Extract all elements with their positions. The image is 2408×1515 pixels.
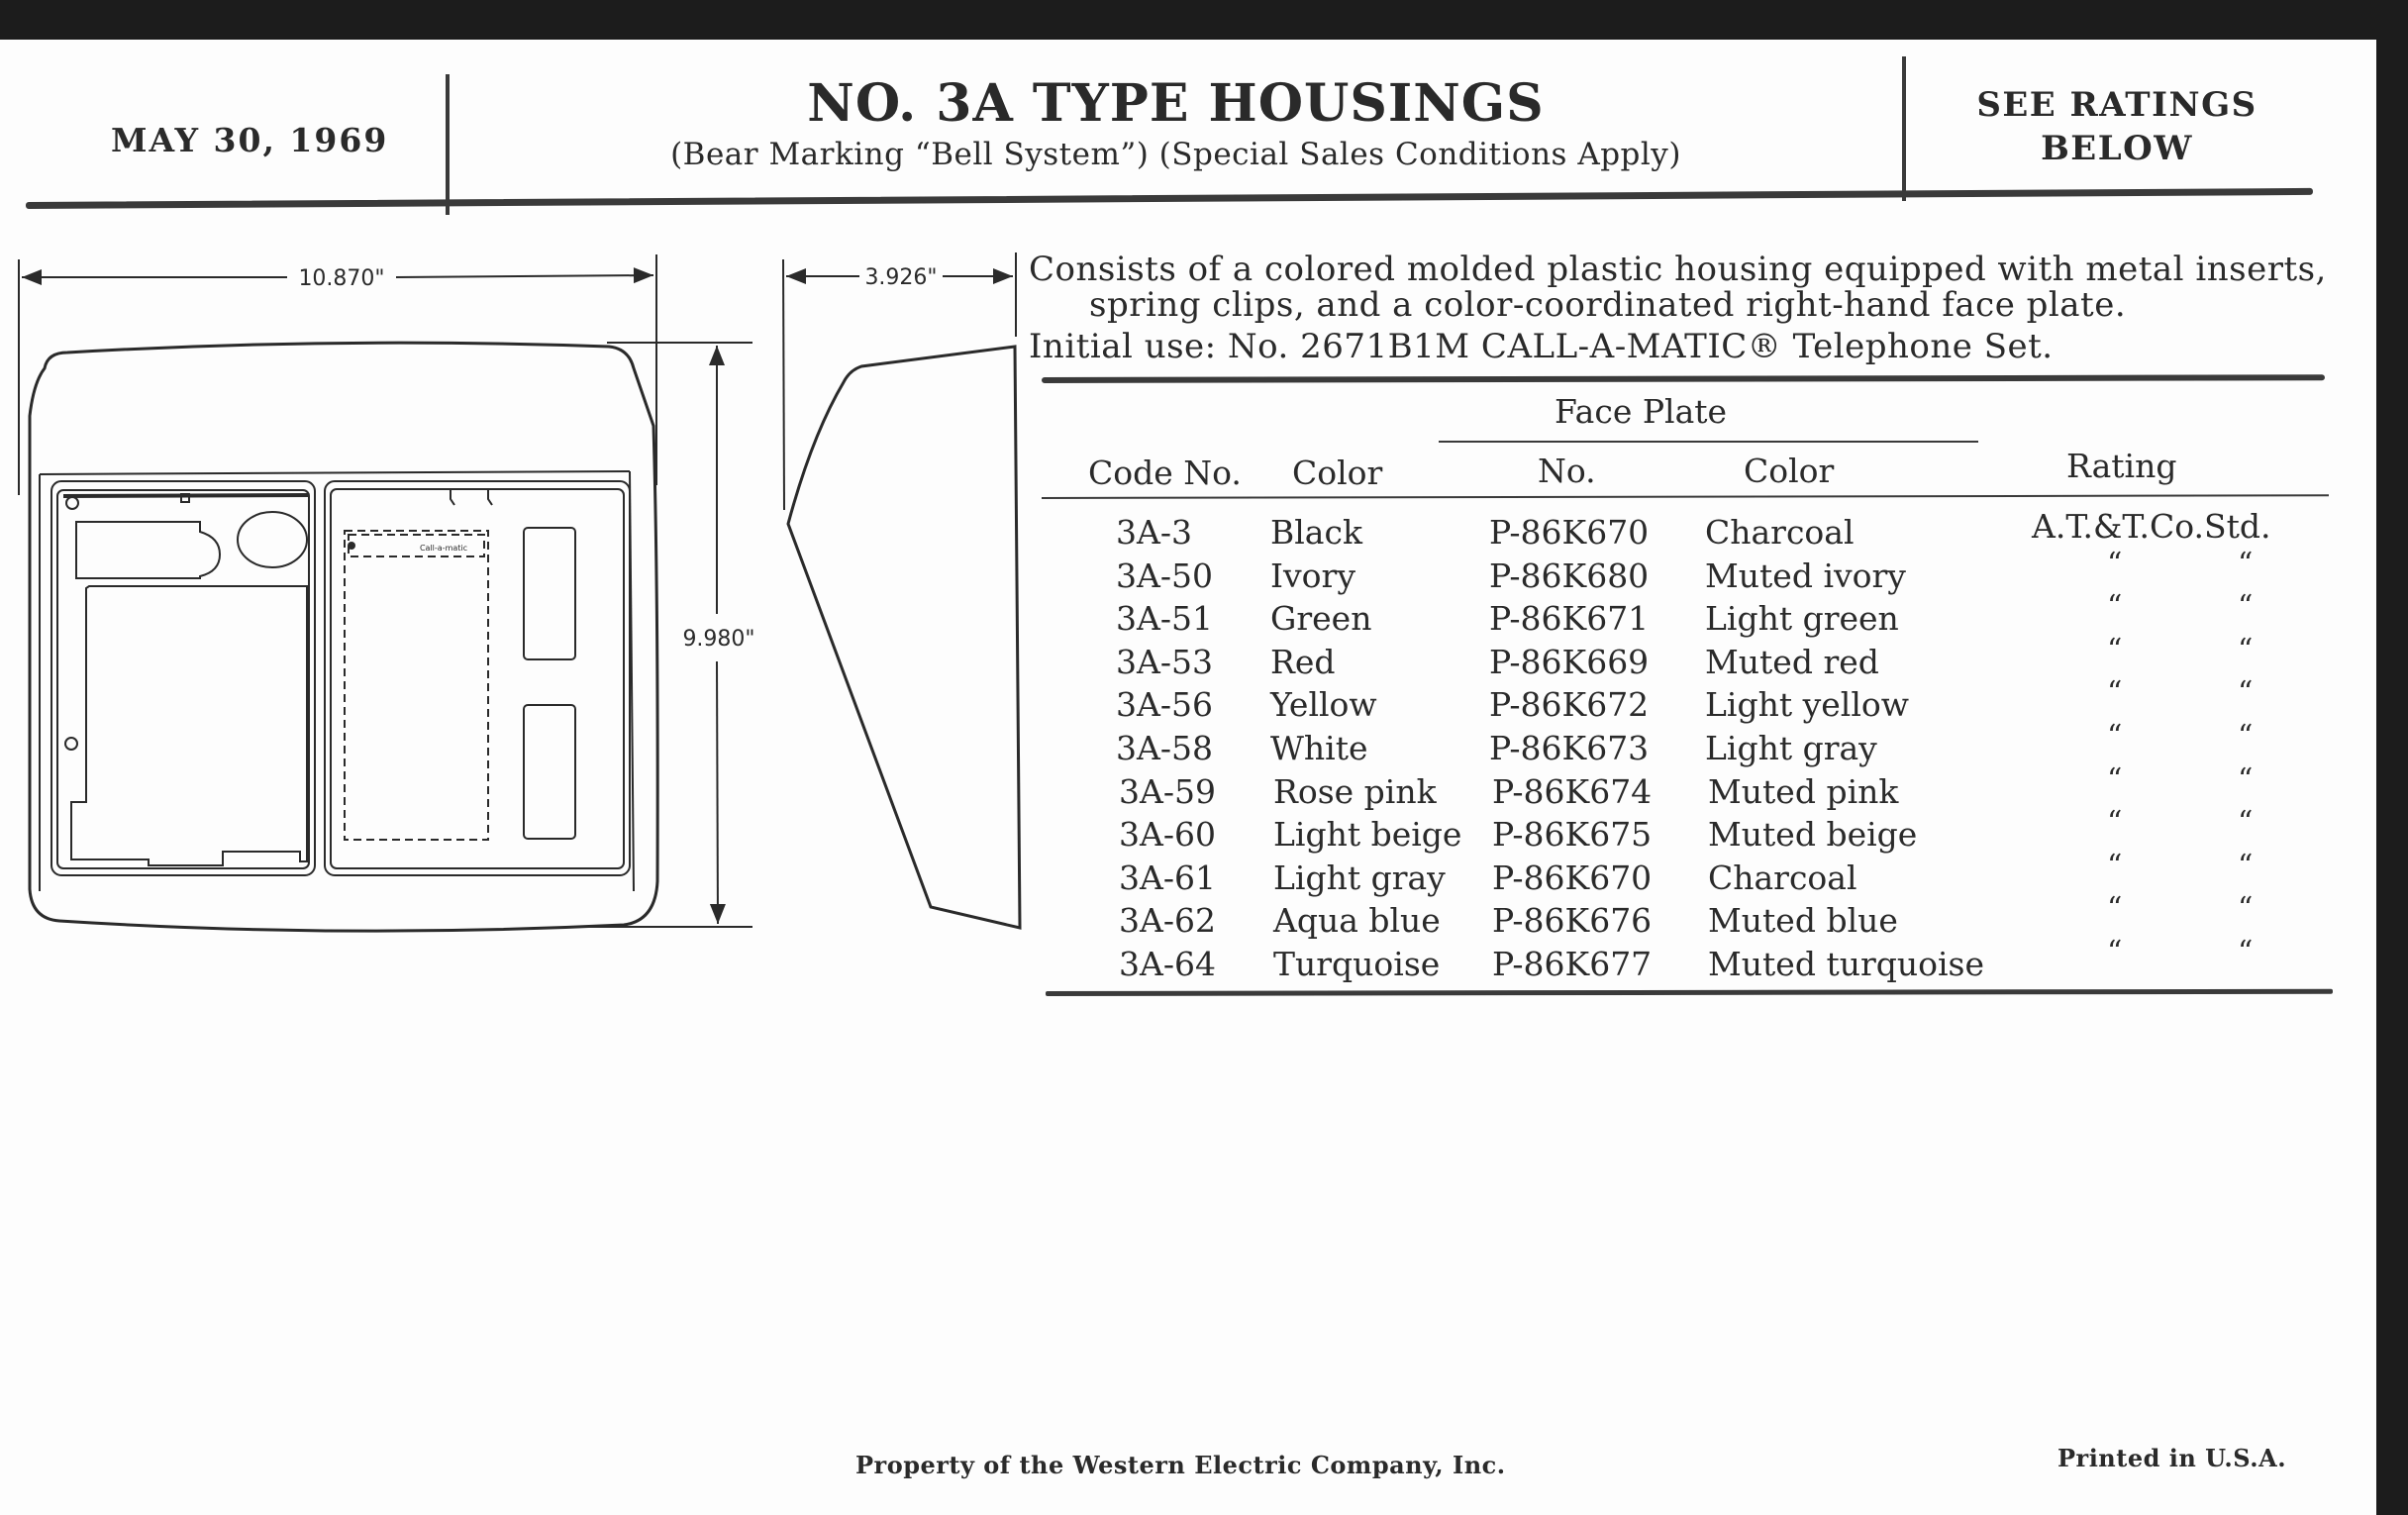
cell-code-no: 3A-61: [1119, 858, 1216, 897]
cell-color: Aqua blue: [1273, 901, 1441, 941]
cell-faceplate-no: P-86K671: [1489, 599, 1650, 639]
depth-dimension-label: 3.926": [864, 265, 938, 290]
cell-rating-ditto: “: [2238, 632, 2254, 667]
cell-rating: A.T.&T.Co.Std.: [2032, 507, 2271, 546]
cell-code-no: 3A-51: [1116, 599, 1213, 639]
cell-rating-ditto: “: [2107, 805, 2123, 841]
bell-logo-icon: [348, 542, 355, 550]
page-title: NO. 3A TYPE HOUSINGS: [807, 73, 1545, 134]
cell-color: Green: [1270, 599, 1372, 639]
initial-use: Initial use: No. 2671B1M CALL-A-MATIC® Telephone Set.: [1029, 327, 2054, 366]
cell-faceplate-no: P-86K670: [1492, 858, 1653, 897]
ratings-note: [1904, 83, 2330, 170]
cell-code-no: 3A-60: [1119, 815, 1216, 855]
cell-faceplate-color: Muted blue: [1708, 901, 1898, 941]
housing-drawing: [0, 0, 1050, 990]
cell-faceplate-no: P-86K675: [1492, 815, 1653, 855]
face-plate-group-header: Face Plate: [1555, 392, 1728, 431]
cell-rating-ditto: “: [2107, 675, 2123, 711]
cell-rating-ditto: “: [2107, 891, 2123, 927]
face-plate-underline: [1439, 441, 1978, 443]
ratings-note-line2: BELOW: [2041, 129, 2193, 168]
cell-code-no: 3A-62: [1119, 901, 1216, 941]
cell-faceplate-color: Light gray: [1705, 729, 1877, 767]
cell-faceplate-no: P-86K680: [1489, 556, 1650, 595]
header-faceplate-color: Color: [1744, 452, 1835, 490]
cell-code-no: 3A-56: [1116, 685, 1213, 725]
width-dimension-label: 10.870": [298, 266, 385, 291]
cell-code-no: 3A-59: [1119, 771, 1216, 811]
cell-color: Light gray: [1273, 858, 1446, 897]
cell-faceplate-color: Light green: [1705, 599, 1899, 639]
cell-faceplate-no: P-86K672: [1489, 685, 1650, 725]
housing-side-view: [788, 347, 1020, 928]
cell-code-no: 3A-3: [1116, 513, 1192, 552]
cell-rating-ditto: “: [2238, 848, 2254, 883]
cell-code-no: 3A-64: [1119, 945, 1216, 983]
header-color: Color: [1292, 454, 1383, 492]
cell-faceplate-color: Muted beige: [1708, 815, 1918, 855]
cell-faceplate-no: P-86K676: [1492, 901, 1653, 941]
cell-rating-ditto: “: [2238, 761, 2254, 797]
cell-faceplate-color: Light yellow: [1705, 685, 1909, 725]
cell-color: Light beige: [1273, 815, 1462, 855]
footer-property: Property of the Western Electric Company, Inc.: [855, 1451, 1506, 1479]
cell-rating-ditto: “: [2238, 805, 2254, 841]
header-code-no: Code No.: [1088, 454, 1242, 492]
cell-color: Red: [1270, 642, 1336, 681]
cell-rating-ditto: “: [2238, 675, 2254, 711]
cell-color: Rose pink: [1273, 771, 1437, 811]
header-faceplate-no: No.: [1538, 452, 1596, 490]
cell-color: Black: [1270, 513, 1362, 552]
cell-color: Ivory: [1270, 556, 1355, 595]
cell-faceplate-no: P-86K670: [1489, 513, 1650, 552]
cell-faceplate-color: Muted pink: [1708, 771, 1899, 811]
cell-color: Turquoise: [1273, 945, 1441, 983]
description-line2: spring clips, and a color-coordinated right-hand face plate.: [1089, 285, 2127, 325]
cell-rating-ditto: “: [2107, 632, 2123, 667]
description-line1: Consists of a colored molded plastic housing equipped with metal inserts,: [1029, 250, 2327, 289]
cell-code-no: 3A-53: [1116, 642, 1213, 681]
cell-code-no: 3A-58: [1116, 729, 1213, 767]
cell-faceplate-color: Muted turquoise: [1708, 945, 1985, 983]
cell-rating-ditto: “: [2107, 546, 2123, 581]
cell-rating-ditto: “: [2238, 891, 2254, 927]
issue-date: MAY 30, 1969: [111, 121, 389, 159]
header-rating: Rating: [2066, 447, 2177, 485]
page-subtitle: (Bear Marking “Bell System”) (Special Sales Conditions Apply): [670, 137, 1681, 172]
depth-dimension: [783, 252, 1016, 510]
cell-rating-ditto: “: [2107, 719, 2123, 754]
ratings-note-line1: SEE RATINGS: [1976, 85, 2258, 125]
height-dimension-label: 9.980": [682, 627, 755, 652]
cell-rating-ditto: “: [2238, 935, 2254, 969]
cell-rating-ditto: “: [2107, 761, 2123, 797]
cell-rating-ditto: “: [2107, 848, 2123, 883]
cell-rating-ditto: “: [2238, 719, 2254, 754]
scan-border-right: [2376, 0, 2408, 1515]
cell-color: Yellow: [1270, 685, 1377, 725]
cell-faceplate-no: P-86K677: [1492, 945, 1653, 983]
cell-rating-ditto: “: [2238, 589, 2254, 625]
nameplate-label: Call-a-matic: [419, 544, 468, 553]
cell-code-no: 3A-50: [1116, 556, 1213, 595]
cell-faceplate-color: Muted ivory: [1705, 556, 1906, 595]
footer-printed: Printed in U.S.A.: [2057, 1444, 2287, 1472]
cell-rating-ditto: “: [2107, 589, 2123, 625]
cell-faceplate-no: P-86K669: [1489, 642, 1650, 681]
cell-faceplate-color: Charcoal: [1708, 858, 1857, 897]
cell-faceplate-color: Charcoal: [1705, 513, 1855, 552]
cell-color: White: [1270, 729, 1368, 767]
cell-rating-ditto: “: [2238, 546, 2254, 581]
cell-rating-ditto: “: [2107, 935, 2123, 969]
cell-faceplate-no: P-86K674: [1492, 771, 1653, 811]
cell-faceplate-no: P-86K673: [1489, 729, 1650, 767]
nameplate-outline: [345, 531, 488, 840]
cell-faceplate-color: Muted red: [1705, 642, 1879, 681]
